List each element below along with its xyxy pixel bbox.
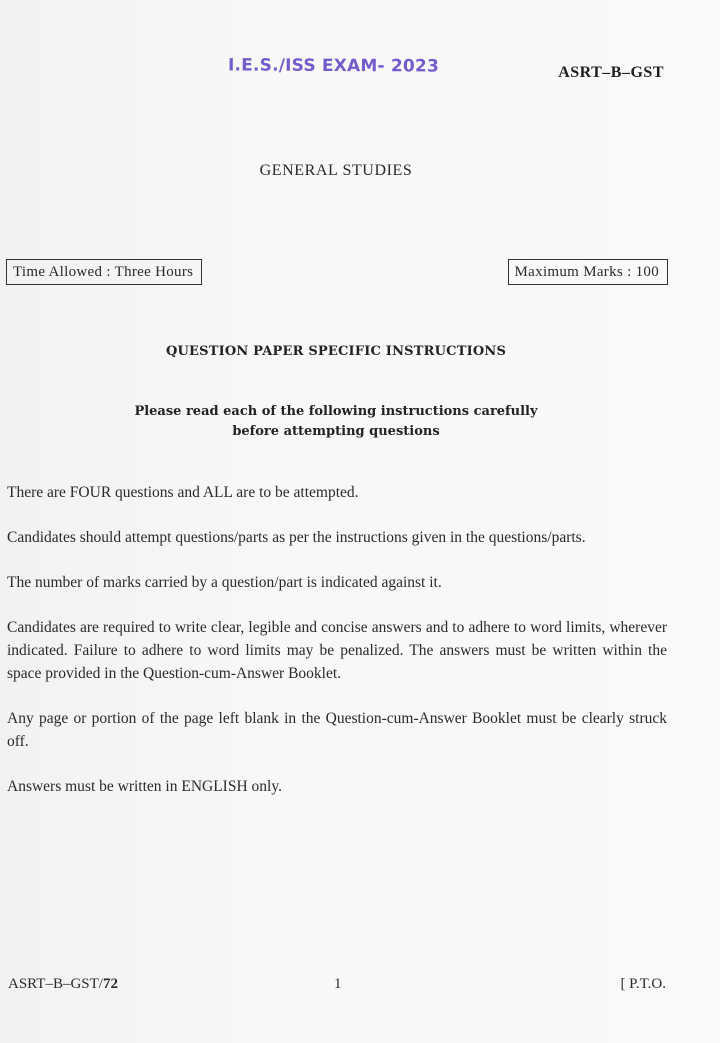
time-allowed-box: Time Allowed : Three Hours: [6, 259, 202, 285]
instructions-subheading: [0, 402, 672, 442]
instructions-list: [7, 481, 667, 820]
instruction-item: There are FOUR questions and ALL are to be attempted.: [7, 484, 359, 501]
subheading-line-1: Please read each of the following instructions carefully: [134, 404, 538, 419]
instruction-item: The number of marks carried by a question/part is indicated against it.: [7, 574, 442, 591]
subheading-line-2: before attempting questions: [232, 424, 440, 439]
instruction-item: Answers must be written in ENGLISH only.: [7, 778, 282, 795]
instruction-item: Candidates should attempt questions/parts as per the instructions given in the questions/parts.: [7, 529, 586, 546]
subject-title: GENERAL STUDIES: [259, 162, 413, 179]
exam-stamp: I.E.S./ISS EXAM- 2023: [227, 55, 440, 77]
footer-paper-code: [8, 976, 118, 993]
paper-code: ASRT–B–GST: [558, 64, 664, 81]
pto-label: [ P.T.O.: [620, 976, 666, 992]
footer-code-prefix: ASRT–B–GST/: [8, 976, 103, 992]
instruction-item: Any page or portion of the page left blank in the Question-cum-Answer Booklet must be clearly struck off.: [7, 710, 667, 750]
page-number: 1: [334, 976, 342, 992]
maximum-marks-box: Maximum Marks : 100: [508, 259, 668, 285]
instructions-heading: QUESTION PAPER SPECIFIC INSTRUCTIONS: [165, 344, 507, 359]
instruction-item: Candidates are required to write clear, legible and concise answers and to adhere to word limits, wherever indicated. Failure to adhere to word limits may be penalized. The answers must be written within the space provided in the Question-cum-Answer Booklet.: [7, 619, 667, 682]
footer-code-number: 72: [102, 976, 118, 992]
